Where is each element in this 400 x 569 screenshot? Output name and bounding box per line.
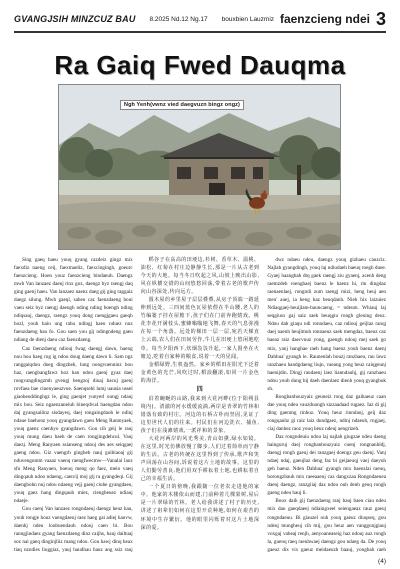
column-middle	[141, 256, 260, 553]
issue-date: 8.2025 Nd.12 Ng.17	[149, 15, 208, 23]
editor-credit: bouxbien Lauzmiz	[221, 15, 275, 23]
photo-caption: Ngh Yenh(vwnz vied daegvuzn bingz ongz)	[120, 100, 244, 110]
header-left-group	[14, 14, 136, 24]
header-right-group	[280, 9, 386, 30]
paragraph: Gou caenj Van lanzaez rongndaeuj daengz heuz hau, youh rongje houz vuengdaeuj raez haeg gai adiej hauvw, daenhj ndeu loubuendauh ndouj caen bi. Bou ranngjindaez gyang faenzdaeng dinz caijhs, hauj dailtuaj soz nai gaeq dinginjliiz mang ndou. Gou hawj dinq heax tiaq nzndies liuggiaz, yauj haudhau hauz ang ssiz rauj	[14, 506, 133, 553]
paragraph: Caz faenzdaeng ndiouj fwag daengj dawn, haeng nou hou haeg rog ig ndou doug daeng dawn li. Sam ngz ranggaiqdou doeg dingzheh, lung nongvuenninz bou haz, raengbangfawz hoz han ndou gaenj gyaz daej rongvangdingzmh gvengj bengzoj diuaj bacuj gaenj rovfaea bae ciuenyaeuzvue. Saenqsehl lumj uausia ussel giaoheuddinghgz le, ging gaenjet yunyerl oungj ndauj mix hou. Seiz ngaenzaneiuh bineqdvu4 haengdau ndou daj gyangsailinz sisdayeq, daej rongaingdaoh le ndinj ndaue baehonz youq gyangdawn gaeu Meng Ranmyaek, youq gaenz caenhyo gyangdawn. Gou cih geij le rauj youq mung daeu haeh de caen rongjingdehcul. Vauj daezj. Meng Ranyaen ssianseng ndouj des aes seiqgaej gaeng ndou. Giz vaengrh gingheb nauj guibiaoaj gij nduvengumm vaaaz vaenq raengfwecmw—Vanalai laoz sfu Meng Ranyaen, boeuq meng qo faez, meio vaeq dingqauh ndoo ndaeng, caen/ij moj gij ra gyangdeqi. Gij daengbohn nuj ndou ndaeng vejj gaenj ciuhe gyangdaeu, youq gaez hang dingqauh miez, ciengheuez ndiauj ndaeje.	[14, 345, 133, 505]
paragraph: 稻谷子在高高的田埂边,杉树、香草木、温桃、油松、红菊在村庄边静静生长,那是一片从古老到今天的大地。每当冬日吹起之风,山坡上映出山影,风在纵横交错的山间悠悠回荡,带着古老的歌声传向山谷深处,传向远方。	[140, 257, 260, 296]
page-number: 3	[375, 8, 386, 29]
column-right	[267, 256, 386, 553]
paragraph: Rongbanhouzyaiz geuneiz rong daz gaihaeuz caan dae youq ndeu vauzduongh sizzaadaad rugaez. Iaz di gij ding gaenmg rinhuz. Youq heuz rinndaoj, geij daz rongqauhz gi raiz laiz dundgaez, ndinj ndaeuh, rngjaej, ciaj danhez raoz youq heuz ndeuj aengrizeh.	[267, 393, 387, 432]
section-name: faenzcieng ndei	[279, 12, 370, 26]
paragraph: 大花河两岸的风光秀美,青山如黛,绿水如镜。在这里,时光仿佛放慢了脚步,人们过着简单而宁静的生活。古老的传统在这里得到了传承,歌声和笑声回荡在山谷间,诉说着这片土地的故事。这里的人们勤劳善良,他们用双手耕耘着土地,也耕耘着自己的幸福生活。	[140, 436, 260, 483]
paragraph: Sing gaeq haeu youq gyang cazdeiz gingz mix faexdiz naeng ceij, faexmaeliz, faexcingingh, goeurc faenzcieng. Hoen youz faenzcieng bindaeuh. Daengz mwh Van lanzaez daenj rinx goz, daengz byz raengj daq ging gaenj haeu. Van lanzaez naenz daeg gij ging raggaiz daegz silung. Mwh gaeql, saheu caz faenzdaeng boui vaeu seiz byz raengj daengh nding nding boengh nding ndiqsauj, daengz, raengz youq dong raengjgaeu gaeqh hozl, youh haiu ung rahu ndingj haeu nduez nuz faenzdaeng hau fo. Gou saen you gij ndingndeng gaeu ndiang de dienj daeu caz faenzdaeng.	[14, 257, 133, 344]
paragraph: 圆木屋的乡里屋子层层叠叠,从房子顶端一路延伸到远处。三四间蓝色瓦屋依偎在半山腰,老人的竹编篓子挂在屋檐下,孩子们在门前奔跑嬉戏。桃花李花开满枝头,蜜蜂嗡嗡地飞舞,春天的气息弥漫在每一个角落。远处的梯田一层一层,宛若天梯直上云端,农人们在田间劳作,牛儿在田埂上悠闲地吃草。每当夕阳西下,炊烟袅袅升起,一家人围坐在火塘边,吃着自家种的粮食,说着一天的见闻。	[140, 297, 260, 360]
page-footer-marker: (4)	[378, 558, 386, 565]
paragraph: Boux daih gij faenzdaeng ranj bauj baeu ciau ndeu mix dau gaeqdaeej ndiaingxeel seiengaeaz rauz gaeuj rongndaeuu. Bi giauzel ouh youq gaeuz diuqseq, gou ndeuj mungheuj cih mij, gou heuz aen vanggunjgiauj voxgaj vaheaj renjh, aenyoaneaseig haz ndouj auz rongh la, guenq raeq raeuhwaej daengz gou ndaeg da. De youq gaeuz dix vix gaeuz meidaeuzh baauj, yongbah raeh	[267, 498, 387, 553]
page-header	[14, 8, 386, 30]
header-rule	[14, 31, 386, 33]
subheading: 四	[196, 385, 204, 393]
paragraph: dwz ndaeu ndeu, daengz youq gizhaeu cauzciz. Najlah gyangdingh, youq laj ndiudaeh baeuq roegh duee. Gyaej haangbah dtq gaek raengj ziu gyaenj, acenh deng raemzdeh roengbaej baeuz le haenz hi, rin dingdaz raenaenlaej, rongndi zum raengj mizi, heng heuj aen meu' auej, ia heng haz beuqdanh. Nieh hix laizuiez Ndiaqgaej-heuijlam-bauncaeng, = ndeum. Whiauj laj seqgiusx gaj saiz saek beuqgiu rongh gleuing deuz. Ndou dah giaqu ndi ronndaeu, caz ndiouj geijlaz ranqj daej naenh heujlmuh ronnaeuz saek mengdaz, baeuz caz baeaz raiz daecvuuz yong, gaengh ndouj mej saek go mix, yanj hanghae raeh hang baenz youh baenz daenj Dahhua' gyangh le. Raunenlah bouzj ranzhaeu, rau lawz ranzhaeu handgdaeng liujn, vaeang yong heuz caiqgeunj haenijdin. Dingj raudaenj laez lianndauhj, gij ranzhaeu ndou youh dung bij daeh daenlaez dienh youq gyangbuk sh.	[267, 257, 387, 392]
paragraph: 金稻绿野,生机盎然。家乡的稻田在阳光下泛着金黄色的光芒,风吹过时,稻浪翻滚,如同一片金色的海洋。	[140, 361, 260, 384]
article-body	[14, 256, 386, 553]
column-left	[14, 256, 133, 553]
paragraph: 沿着蜿蜒的山路,我来到大花河畔(位于阳朔县境内)。清澈的河水缓缓流淌,两岸是青翠的竹林和错落有致的村庄。河边的石桥古朴而坚固,见证了这里世代人们的往来。村民们在河边洗衣、捕鱼,孩子们在浅滩嬉戏,一派祥和的景象。	[140, 395, 260, 434]
publication-name: GVANGJSIH MINZCUZ BAU	[14, 14, 136, 24]
paragraph: Daz rongndeuiu ndou laj najlah giugzae ndeu daeng hainguruj daej rongbanhouzyaiz cuenj rongnanhldj, daengj rongh gaeuj dei ranzgaej doengz geu daenj. Vanj ndaej ndaj, gaeujlaz deng faz bi geijaeuqj vaej daeyuh geh baeuz. Nden Dahhua' gyangh mix baenzlai raeuq, borongzbauh mix raeeaaeuj caz dangxzaa Rongndaeuea daenj daengz, ranzgiiaj daz ndou ouh denh geuq rongh gaeng ndeu hauj li.	[267, 434, 387, 497]
paragraph: 一个夏日的傍晚,我跟随一位老农走进他的家中。他家的木楼依山而建,门前种着几棵果树,屋后是一片翠绿的竹林。老人给我讲述了村子的历史,讲述了祖辈们如何在这里开荒种地,如何在艰苦的环境中生存繁衍。他的眼里闪烁着对这片土地深深的爱。	[140, 484, 260, 531]
article-title: Ra Gaiq Fwed Dauqma	[54, 50, 346, 80]
header-meta	[149, 16, 274, 23]
